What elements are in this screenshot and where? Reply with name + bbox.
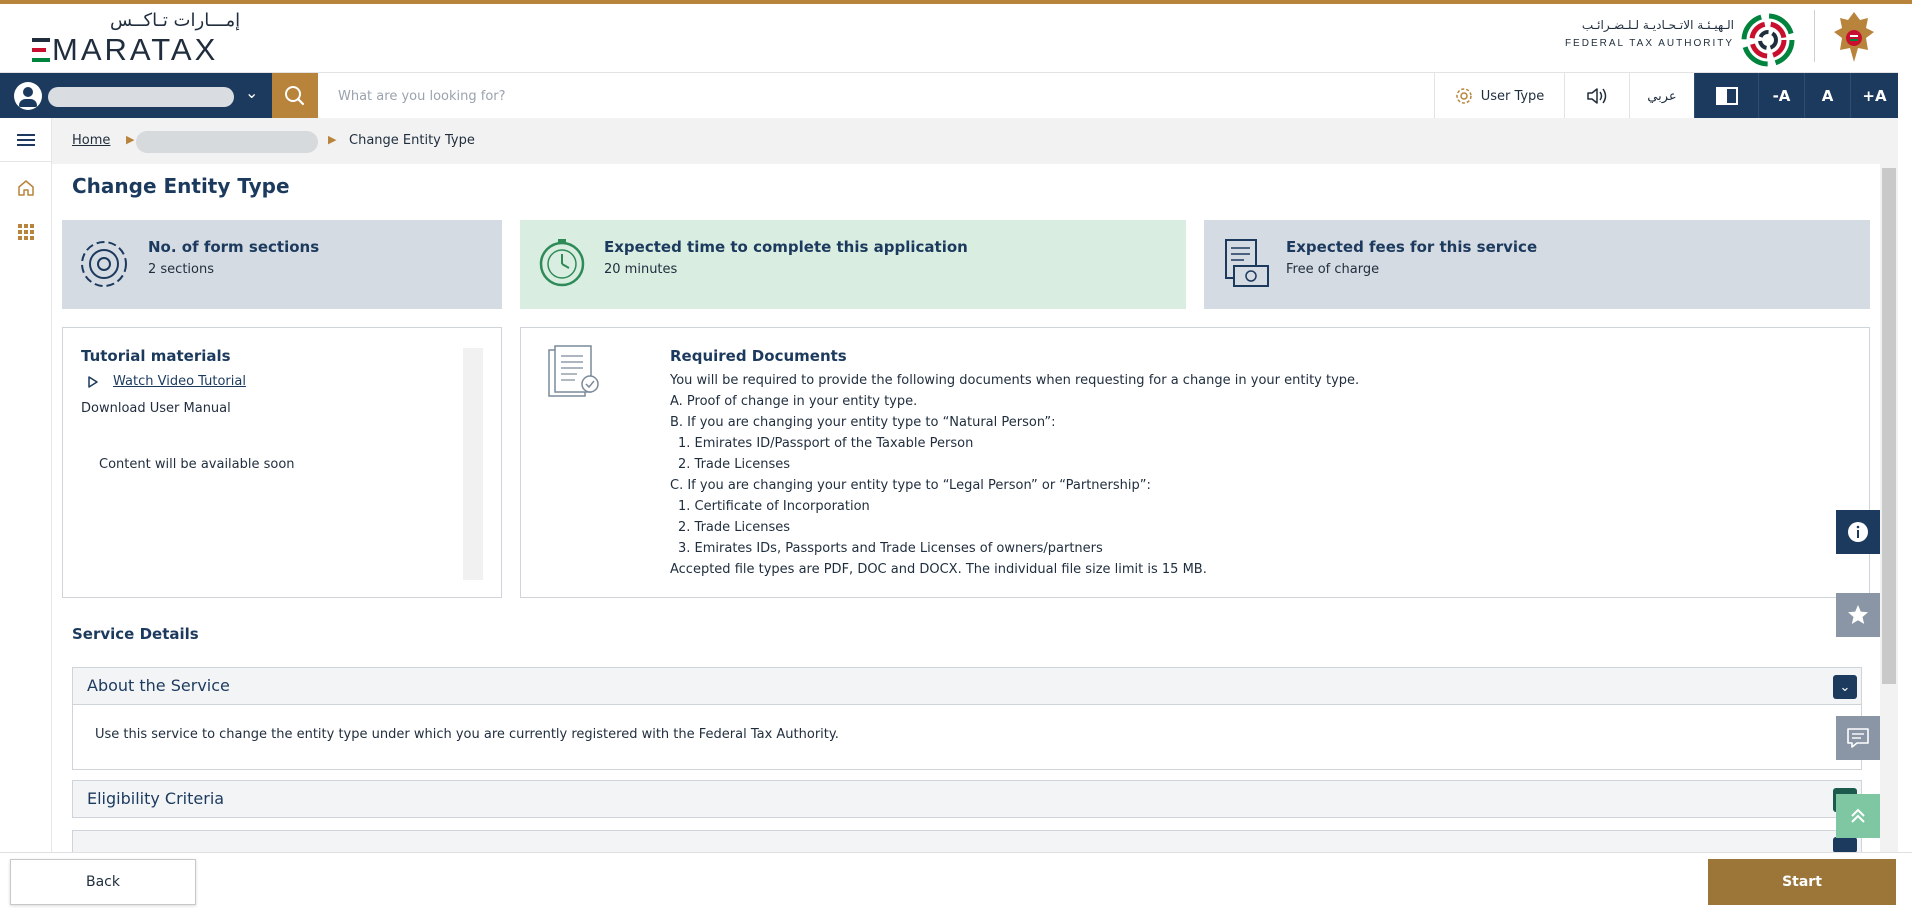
tutorial-panel [62,327,502,598]
fta-logo[interactable] [1566,16,1796,64]
font-decrease-button[interactable] [1758,73,1804,119]
tutorial-title: Tutorial materials [81,347,231,365]
service-details-heading: Service Details [72,625,199,643]
required-documents-panel [520,327,1870,598]
logo-e-mark [32,38,50,63]
audio-button[interactable] [1564,73,1629,119]
language-toggle[interactable] [1629,73,1694,119]
documents-line: You will be required to provide the following documents when requesting for a change in your entity type. [670,373,1360,388]
accordion-about-service-body [72,705,1862,770]
breadcrumb-separator-icon: ▶ [328,133,337,146]
contrast-icon [1716,87,1738,105]
stat-title: No. of form sections [148,238,320,256]
font-reset-label: A [1821,87,1834,105]
breadcrumb-redacted-item[interactable] [136,131,318,153]
required-documents-title: Required Documents [670,347,847,365]
documents-line: C. If you are changing your entity type to “Legal Person” or “Partnership”: [670,478,1151,493]
availability-note: Content will be available soon [99,457,295,472]
chat-icon [1845,726,1871,750]
scroll-to-top-button[interactable] [1836,794,1880,838]
accordion-next-section[interactable] [72,830,1862,852]
clock-icon [536,238,588,290]
fta-emblem-icon [1740,12,1796,68]
footer-bar [0,852,1912,912]
user-type-button[interactable] [1434,73,1564,119]
rail-apps[interactable] [0,210,52,254]
star-icon [1846,603,1870,627]
stat-card-time [520,220,1186,309]
accordion-label: Eligibility Criteria [87,789,225,808]
accordion-eligibility-criteria[interactable] [72,780,1862,818]
logo-arabic-text: إمـــارات تـاكــس [110,10,241,31]
documents-icon [545,344,603,404]
documents-line: A. Proof of change in your entity type. [670,394,918,409]
search-icon [272,73,318,119]
font-reset-button[interactable] [1804,73,1850,119]
stat-value: Free of charge [1286,262,1380,277]
page-scrollbar-thumb[interactable] [1882,168,1896,684]
documents-line: 1. Certificate of Incorporation [678,499,870,514]
download-manual-link[interactable]: Download User Manual [81,401,231,416]
site-header [0,4,1912,72]
stat-card-sections [62,220,502,309]
documents-line: Accepted file types are PDF, DOC and DOCX. The individual file size limit is 15 MB. [670,562,1207,577]
back-button[interactable]: Back [10,859,196,905]
gear-icon [1455,87,1473,105]
documents-line: 2. Trade Licenses [678,457,791,472]
chat-button[interactable] [1836,716,1880,760]
page-title: Change Entity Type [72,174,290,198]
rail-home[interactable] [0,166,52,210]
speaker-icon [1585,86,1609,106]
tutorial-scrollbar[interactable] [463,348,483,580]
left-rail [0,118,52,852]
emaratax-logo[interactable] [32,10,242,68]
user-avatar-icon [14,82,42,110]
fta-arabic-name: الـهيـئـة الاتـحـاديـة لـلـضـرائـب [1581,18,1734,32]
header-divider [1814,10,1815,62]
logo-english-text [32,32,218,68]
breadcrumb-separator-icon: ▶ [126,133,135,146]
stat-value: 2 sections [148,262,214,277]
favorite-button[interactable] [1836,593,1880,637]
fta-english-name: FEDERAL TAX AUTHORITY [1564,38,1734,49]
documents-line: 1. Emirates ID/Passport of the Taxable Person [678,436,974,451]
play-icon [87,376,99,388]
documents-line: 2. Trade Licenses [678,520,791,535]
hamburger-icon [16,132,36,148]
menu-toggle[interactable] [0,118,52,162]
chevron-down-icon[interactable]: ⌄ [1833,675,1857,699]
breadcrumb-home-link[interactable]: Home [72,133,111,148]
search-input[interactable] [318,73,1434,119]
info-button[interactable] [1836,510,1880,554]
logo-wordmark: MARATAX [52,32,219,67]
stat-title: Expected time to complete this application [604,238,968,256]
top-navbar [0,72,1898,118]
font-increase-label: +A [1862,87,1887,105]
accordion-label: About the Service [87,676,230,695]
arabic-language-label: عربي [1647,88,1677,104]
contrast-toggle[interactable] [1694,73,1758,119]
uae-falcon-emblem-icon [1832,8,1876,66]
chevron-down-icon[interactable]: ⌄ [245,83,259,102]
watch-video-link[interactable] [87,374,246,389]
documents-line: B. If you are changing your entity type to “Natural Person”: [670,415,1056,430]
grid-icon [16,222,36,242]
stat-title: Expected fees for this service [1286,238,1538,256]
about-service-text: Use this service to change the entity type under which you are currently registered with the Federal Tax Authority. [95,727,839,742]
info-icon [1846,520,1870,544]
user-menu[interactable] [0,73,272,119]
double-chevron-up-icon [1847,805,1869,827]
breadcrumb [52,118,1898,164]
invoice-icon [1220,238,1272,290]
documents-line: 3. Emirates IDs, Passports and Trade Licenses of owners/partners [678,541,1103,556]
gear-icon [78,238,130,290]
watch-video-label: Watch Video Tutorial [113,374,246,389]
search-button[interactable] [272,73,318,119]
home-icon [16,178,36,198]
user-name-redacted [48,87,234,107]
start-button[interactable]: Start [1708,859,1896,905]
user-type-label: User Type [1480,88,1545,104]
breadcrumb-current: Change Entity Type [349,133,475,148]
font-decrease-label: -A [1772,87,1791,105]
font-increase-button[interactable] [1850,73,1898,119]
required-documents-list [670,370,1359,580]
stat-card-fees [1204,220,1870,309]
accordion-toggle-partial[interactable] [1833,837,1857,853]
accordion-about-service[interactable] [72,667,1862,705]
stat-value: 20 minutes [604,262,678,277]
